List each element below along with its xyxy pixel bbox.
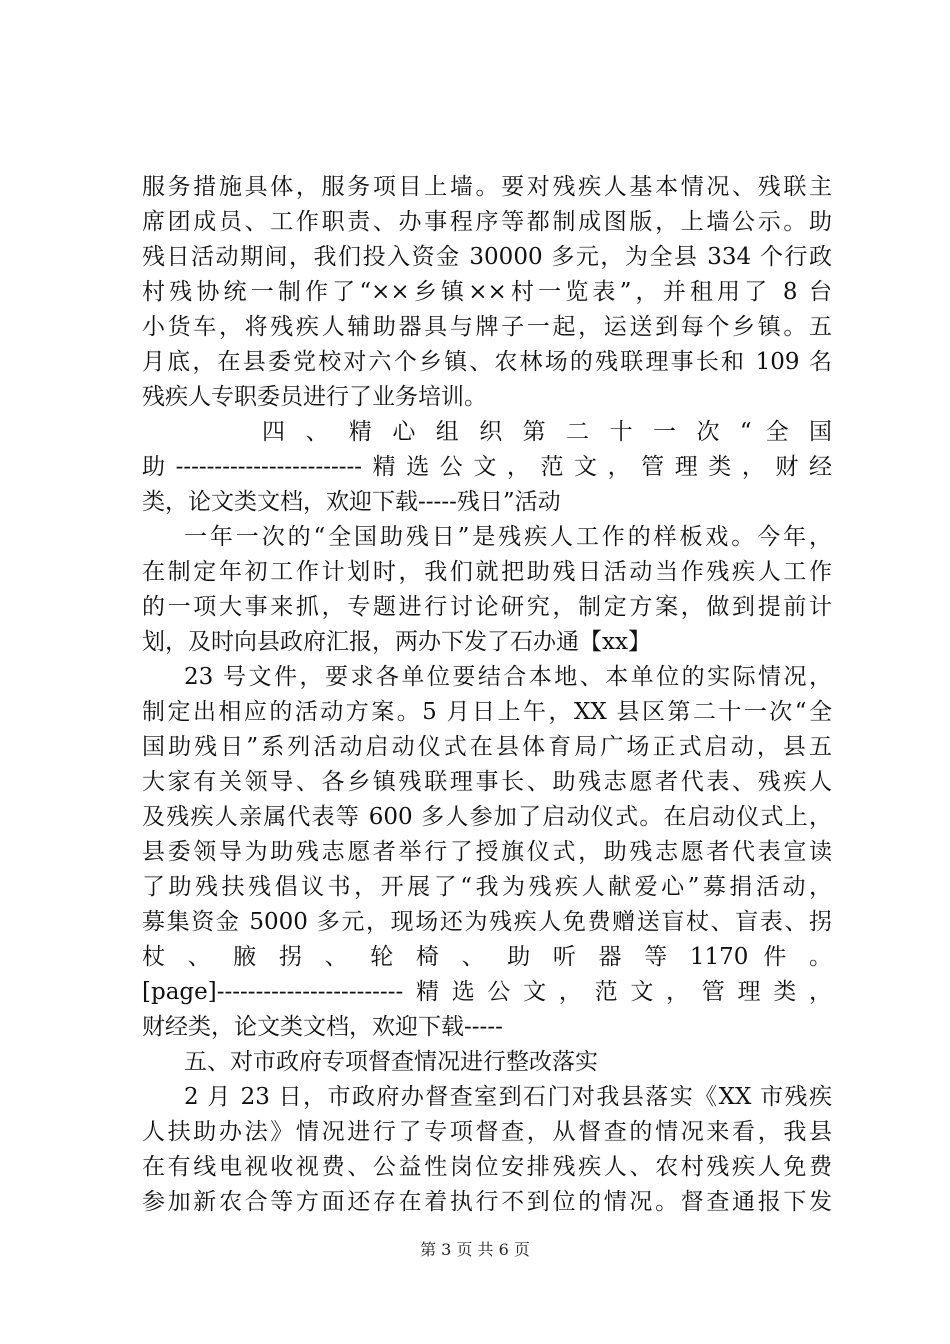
text-line: 月底，在县委党校对六个乡镇、农林场的残联理事长和 109 名 [142, 349, 832, 375]
section-heading: 五、对市政府专项督查情况进行整改落实 [184, 1049, 598, 1075]
text-line: 在有线电视收视费、公益性岗位安排残疾人、农村残疾人免费 [142, 1154, 832, 1180]
text-line: 的一项大事来抓，专题进行讨论研究，制定方案，做到提前计 [142, 594, 832, 620]
paragraph-first-line: 2 月 23 日，市政府办督查室到石门对我县落实《XX 市残疾 [184, 1084, 832, 1110]
text-line: 了助残扶残倡议书，开展了“我为残疾人献爱心”募捐活动， [142, 874, 832, 900]
section-heading-line: 四 、 精 心 组 织 第 二 十 一 次 “ 全 国 [262, 419, 832, 445]
text-line: 服务措施具体，服务项目上墙。要对残疾人基本情况、残联主 [142, 174, 832, 200]
text-line: 参加新农合等方面还存在着执行不到位的情况。督查通报下发 [142, 1189, 832, 1215]
text-line: 财经类，论文类文档，欢迎下载----- [142, 1014, 503, 1040]
text-line: 募集资金 5000 多元，现场还为残疾人免费赠送盲杖、盲表、拐 [142, 909, 832, 935]
text-line: 制定出相应的活动方案。5 月日上午，XX 县区第二十一次“全 [142, 699, 832, 725]
text-line: 残疾人专职委员进行了业务培训。 [142, 384, 487, 410]
paragraph-first-line: 23 号文件，要求各单位要结合本地、本单位的实际情况， [184, 664, 832, 690]
text-line: 席团成员、工作职责、办事程序等都制成图版，上墙公示。助 [142, 209, 832, 235]
text-line: 小货车，将残疾人辅助器具与牌子一起，运送到每个乡镇。五 [142, 314, 832, 340]
text-line: 大家有关领导、各乡镇残联理事长、助残志愿者代表、残疾人 [142, 769, 832, 795]
page-footer: 第 3 页 共 6 页 [420, 1240, 530, 1259]
text-line: [page]------------------------精选公文，范文，管理类， [142, 979, 832, 1005]
paragraph-first-line: 一年一次的“全国助残日”是残疾人工作的样板戏。今年， [184, 524, 832, 550]
text-line: 国助残日”系列活动启动仪式在县体育局广场正式启动，县五 [142, 734, 832, 760]
text-line: 县委领导为助残志愿者举行了授旗仪式，助残志愿者代表宣读 [142, 839, 832, 865]
text-line: 村残协统一制作了“××乡镇××村一览表”，并租用了 8 台 [142, 279, 832, 305]
text-line: 助------------------------精选公文，范文，管理类，财经 [142, 454, 832, 480]
text-line: 划，及时向县政府汇报，两办下发了石办通【xx】 [142, 629, 651, 655]
text-line: 人扶助办法》情况进行了专项督查，从督查的情况来看，我县 [142, 1119, 832, 1145]
text-line: 类，论文类文档，欢迎下载-----残日”活动 [142, 489, 561, 515]
text-line: 及残疾人亲属代表等 600 多人参加了启动仪式。在启动仪式上， [142, 804, 832, 830]
text-line: 在制定年初工作计划时，我们就把助残日活动当作残疾人工作 [142, 559, 832, 585]
text-line: 残日活动期间，我们投入资金 30000 多元，为全县 334 个行政 [142, 244, 832, 270]
text-line: 杖 、 腋 拐 、 轮 椅 、 助 听 器 等 1170 件 。 [142, 944, 832, 970]
